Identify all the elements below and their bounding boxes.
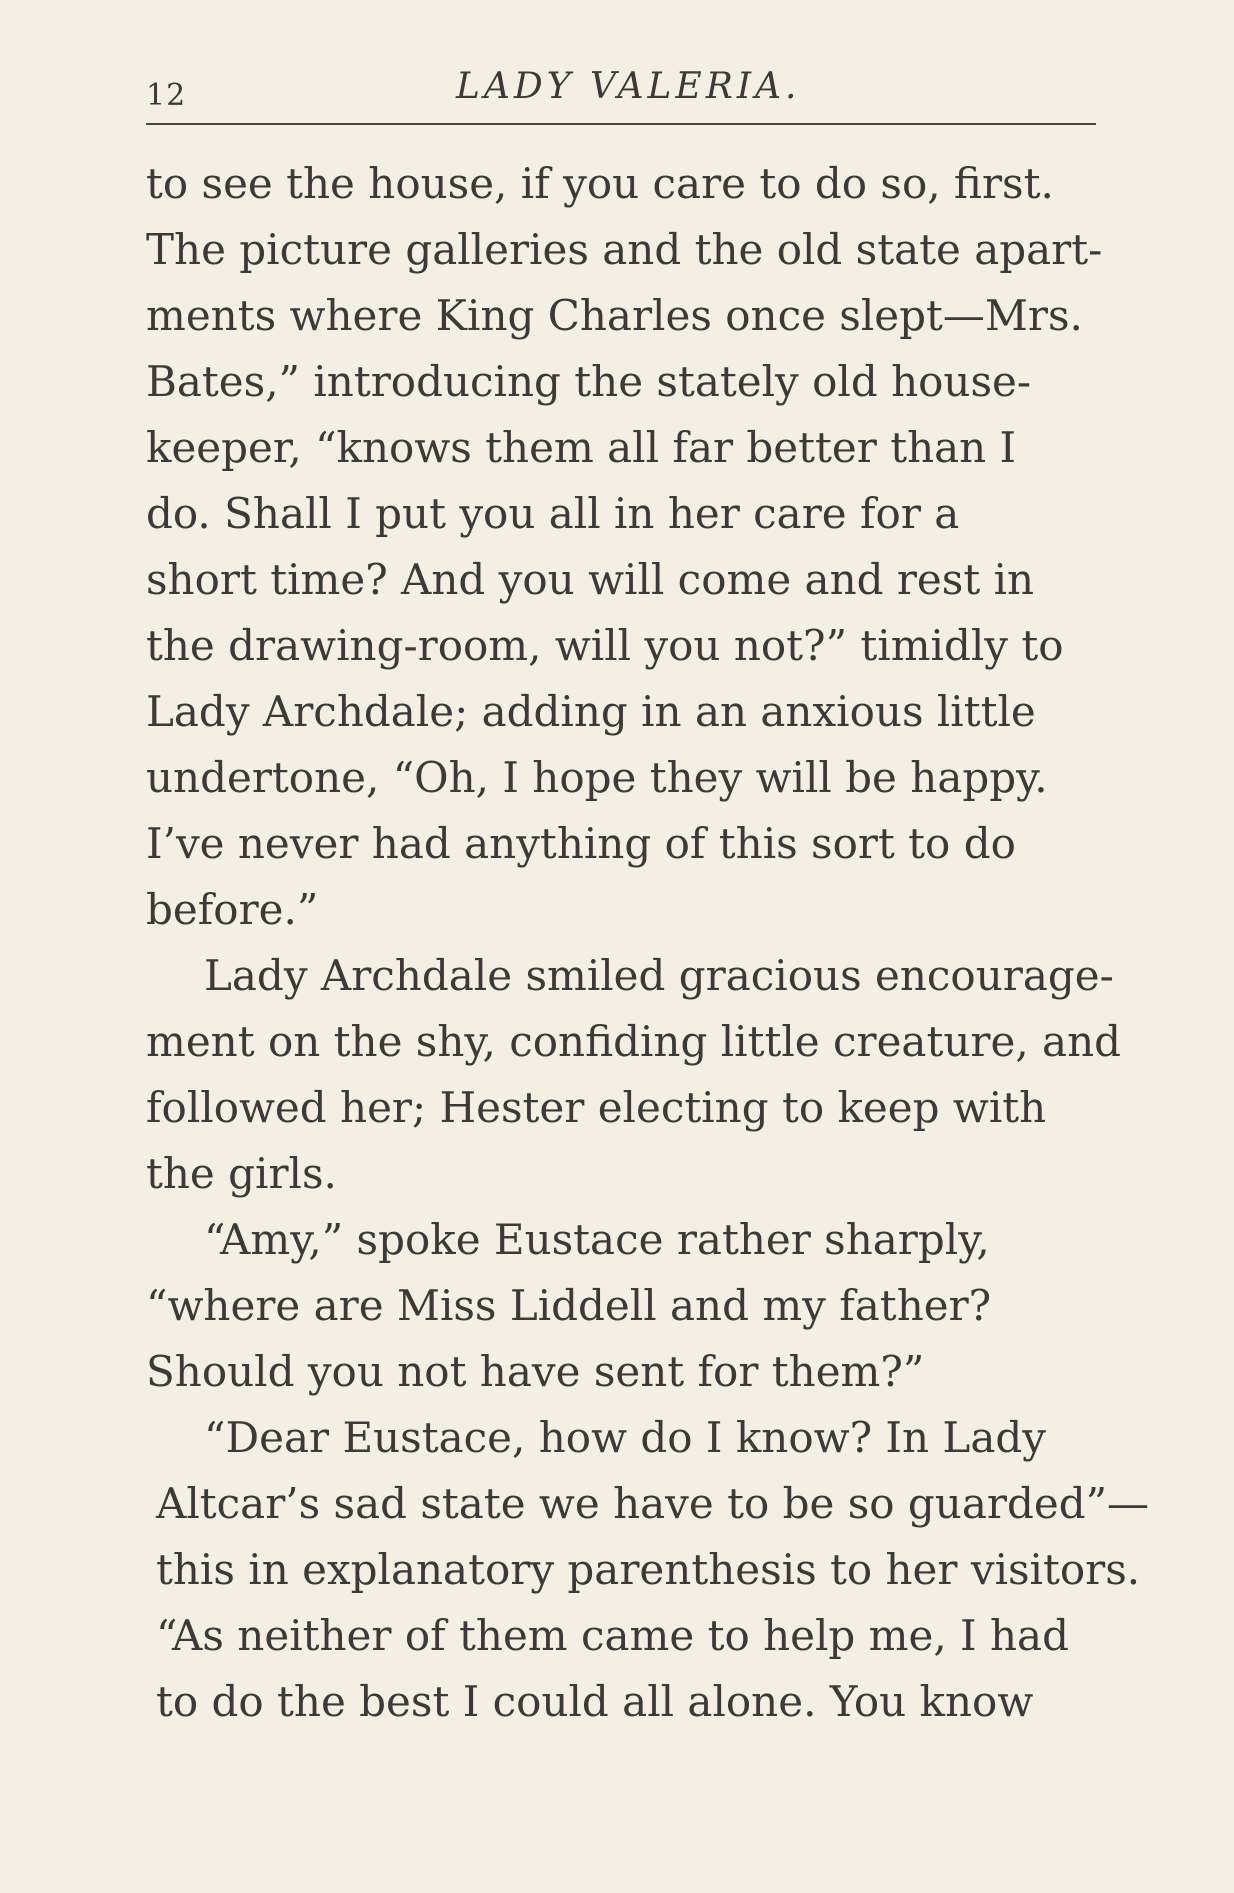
text-line: Should you not have sent for them?” xyxy=(146,1347,925,1396)
text-line: “As neither of them came to help me, I had xyxy=(156,1611,1069,1660)
text-line: to do the best I could all alone. You know xyxy=(156,1677,1034,1726)
text-line: do. Shall I put you all in her care for a xyxy=(146,489,960,538)
text-line: undertone, “Oh, I hope they will be happy. xyxy=(146,753,1048,802)
text-line: ments where King Charles once slept—Mrs. xyxy=(146,291,1083,340)
text-line: this in explanatory parenthesis to her visitors. xyxy=(156,1545,1141,1594)
running-title: LADY VALERIA. xyxy=(456,66,801,107)
text-line: keeper, “knows them all far better than I xyxy=(146,423,1017,472)
text-line: Lady Archdale; adding in an anxious little xyxy=(146,687,1036,736)
text-line: Bates,” introducing the stately old house- xyxy=(146,357,1032,406)
page-number: 12 xyxy=(146,78,187,113)
text-line: I’ve never had anything of this sort to do xyxy=(146,819,1016,868)
text-line: before.” xyxy=(146,885,319,934)
text-line: short time? And you will come and rest in xyxy=(146,555,1035,604)
running-head xyxy=(146,66,1096,116)
text-line: “Amy,” spoke Eustace rather sharply, xyxy=(204,1215,990,1264)
text-line: “where are Miss Liddell and my father? xyxy=(146,1281,992,1330)
text-line: the girls. xyxy=(146,1149,337,1198)
text-line: to see the house, if you care to do so, first. xyxy=(146,159,1054,208)
header-rule xyxy=(146,123,1096,125)
text-line: Altcar’s sad state we have to be so guarded”— xyxy=(156,1479,1150,1528)
text-line: Lady Archdale smiled gracious encourage- xyxy=(204,951,1114,1000)
text-line: ment on the shy, confiding little creature, and xyxy=(146,1017,1122,1066)
text-line: followed her; Hester electing to keep with xyxy=(146,1083,1047,1132)
text-line: “Dear Eustace, how do I know? In Lady xyxy=(204,1413,1046,1462)
text-line: the drawing-room, will you not?” timidly to xyxy=(146,621,1064,670)
text-line: The picture galleries and the old state apart- xyxy=(146,225,1103,274)
body-text xyxy=(146,151,1150,1741)
